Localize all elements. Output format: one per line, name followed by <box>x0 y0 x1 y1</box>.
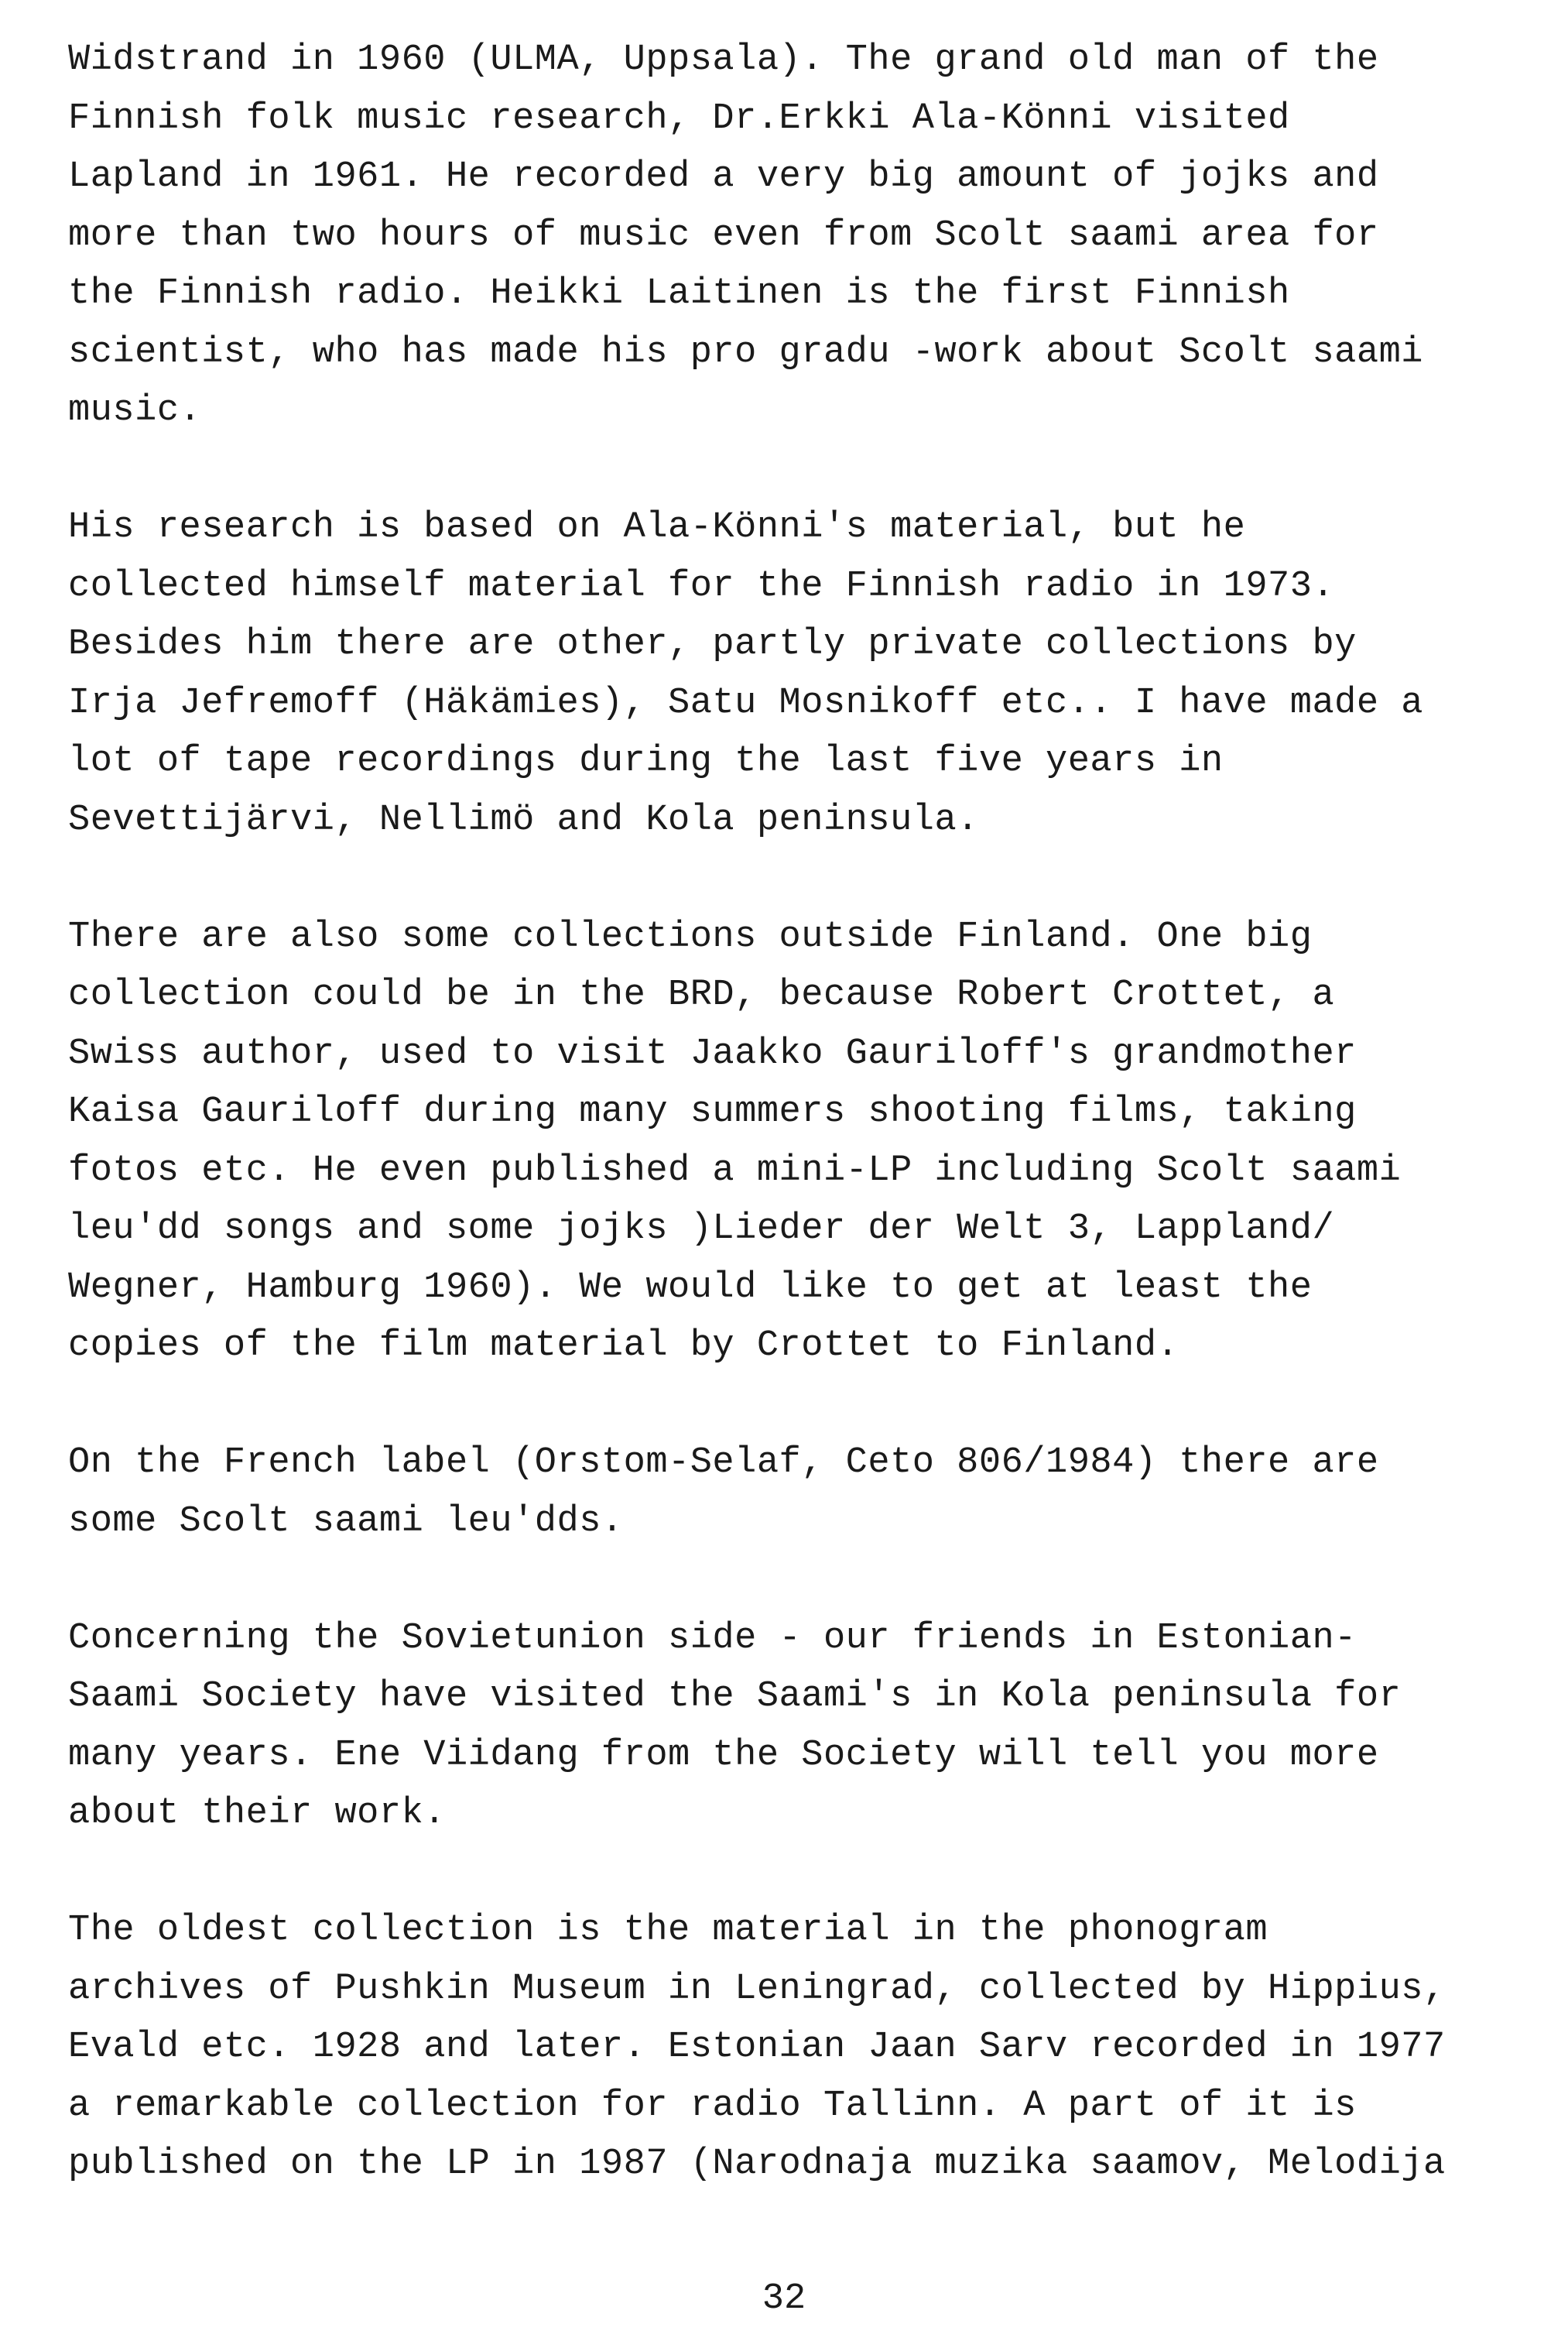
text-line: Kaisa Gauriloff during many summers shooting films, taking <box>68 1092 1357 1133</box>
text-line: some Scolt saami leu'dds. <box>68 1500 624 1542</box>
text-line: His research is based on Ala-Könni's material, but he <box>68 507 1246 548</box>
paragraph <box>68 1901 1539 2194</box>
paragraph-gap <box>68 849 1539 908</box>
text-line: The oldest collection is the material in the phonogram <box>68 1910 1268 1951</box>
text-line: Irja Jefremoff (Häkämies), Satu Mosnikoff etc.. I have made a <box>68 682 1423 724</box>
text-line: On the French label (Orstom-Selaf, Ceto 806/1984) there are <box>68 1442 1379 1483</box>
text-line: archives of Pushkin Museum in Leningrad, collected by Hippius, <box>68 1968 1446 2010</box>
paragraph-gap <box>68 440 1539 499</box>
text-line: many years. Ene Viidang from the Society will tell you more <box>68 1734 1379 1776</box>
text-line: Wegner, Hamburg 1960). We would like to get at least the <box>68 1267 1313 1308</box>
text-line: about their work. <box>68 1793 446 1834</box>
text-line: music. <box>68 390 202 431</box>
paragraph-gap <box>68 1843 1539 1902</box>
text-line: Widstrand in 1960 (ULMA, Uppsala). The grand old man of the <box>68 39 1379 81</box>
text-line: copies of the film material by Crottet to Finland. <box>68 1325 1179 1366</box>
paragraph-gap <box>68 1376 1539 1435</box>
text-line: Evald etc. 1928 and later. Estonian Jaan Sarv recorded in 1977 <box>68 2027 1446 2068</box>
text-line: lot of tape recordings during the last five years in <box>68 741 1224 782</box>
text-line: more than two hours of music even from Scolt saami area for <box>68 214 1379 256</box>
document-body <box>68 31 1539 2194</box>
text-line: the Finnish radio. Heikki Laitinen is the first Finnish <box>68 273 1290 314</box>
text-line: Besides him there are other, partly private collections by <box>68 624 1357 665</box>
paragraph <box>68 1434 1539 1551</box>
text-line: collection could be in the BRD, because Robert Crottet, a <box>68 975 1335 1016</box>
text-line: Finnish folk music research, Dr.Erkki Ala-Könni visited <box>68 98 1290 139</box>
text-line: Swiss author, used to visit Jaakko Gauriloff's grandmother <box>68 1033 1357 1075</box>
text-line: fotos etc. He even published a mini-LP including Scolt saami <box>68 1150 1402 1191</box>
text-line: Sevettijärvi, Nellimö and Kola peninsula. <box>68 799 979 841</box>
text-line: There are also some collections outside Finland. One big <box>68 916 1313 958</box>
text-line: leu'dd songs and some jojks )Lieder der Welt 3, Lappland/ <box>68 1208 1335 1249</box>
paragraph-gap <box>68 1551 1539 1609</box>
paragraph <box>68 499 1539 849</box>
paragraph <box>68 908 1539 1376</box>
text-line: scientist, who has made his pro gradu -work about Scolt saami <box>68 331 1423 373</box>
text-line: Lapland in 1961. He recorded a very big amount of jojks and <box>68 156 1379 197</box>
text-line: published on the LP in 1987 (Narodnaja muzika saamov, Melodija <box>68 2144 1446 2185</box>
page-number: 32 <box>762 2278 806 2319</box>
text-line: Saami Society have visited the Saami's in Kola peninsula for <box>68 1676 1402 1717</box>
paragraph <box>68 1609 1539 1843</box>
text-line: a remarkable collection for radio Tallinn. A part of it is <box>68 2085 1357 2127</box>
text-line: Concerning the Sovietunion side - our friends in Estonian- <box>68 1617 1357 1659</box>
paragraph <box>68 31 1539 440</box>
text-line: collected himself material for the Finnish radio in 1973. <box>68 565 1335 607</box>
